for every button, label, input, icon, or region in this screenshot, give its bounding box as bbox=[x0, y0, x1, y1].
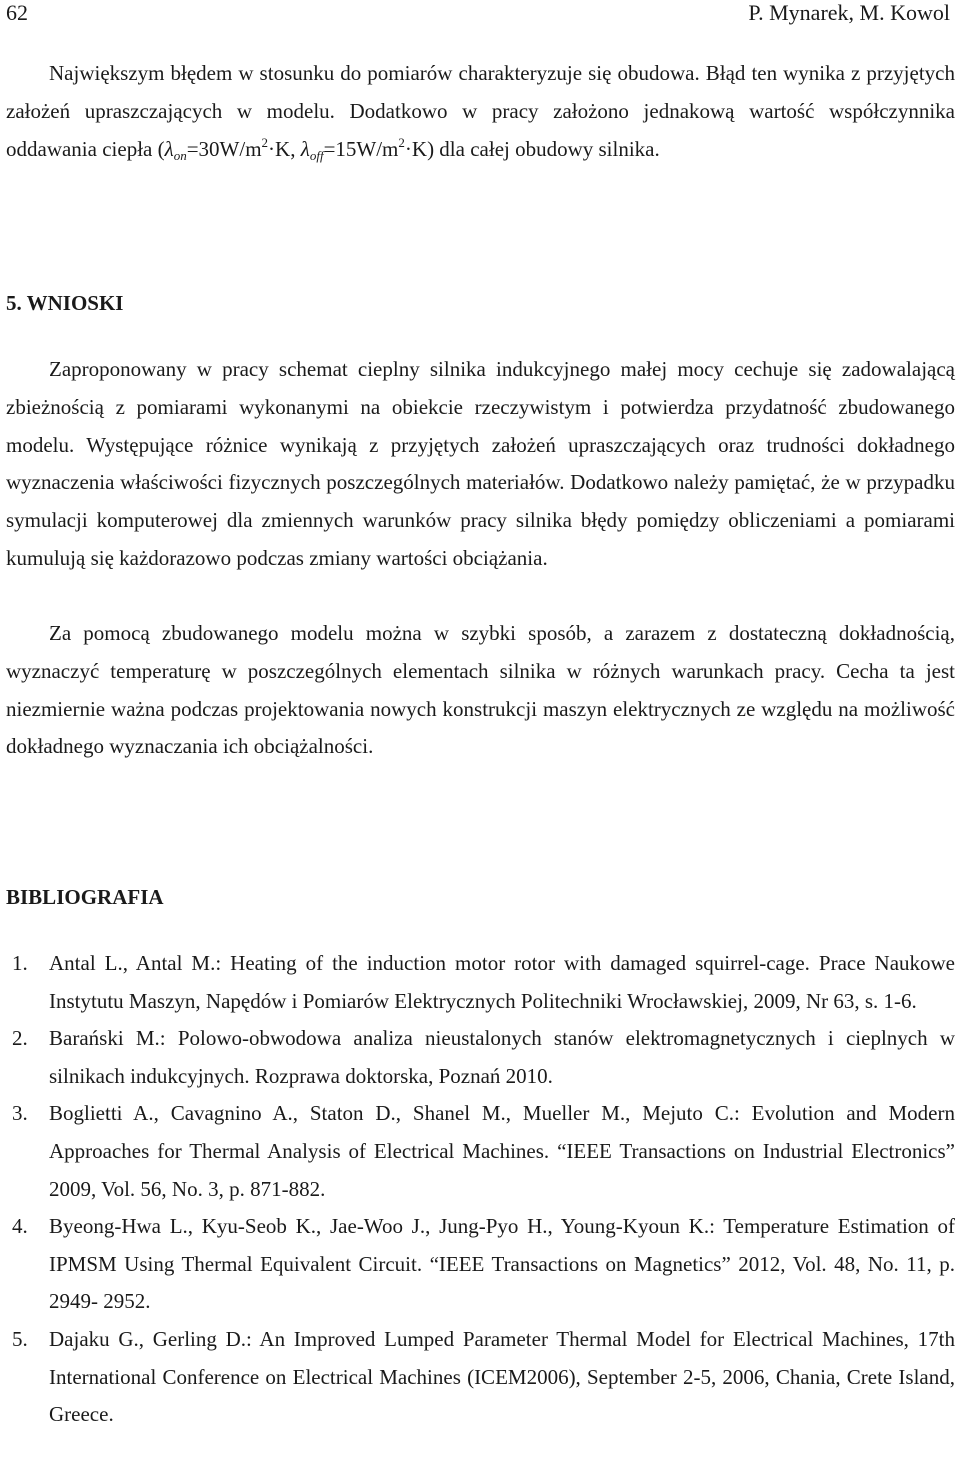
reference-item bbox=[6, 1095, 955, 1208]
exponent: 2 bbox=[261, 134, 269, 150]
running-head-authors: P. Mynarek, M. Kowol bbox=[748, 0, 950, 25]
bibliography-heading: BIBLIOGRAFIA bbox=[6, 885, 164, 909]
exponent: 2 bbox=[398, 134, 405, 150]
page-header bbox=[6, 0, 950, 26]
reference-item bbox=[6, 1208, 955, 1321]
unit-text: ·K, bbox=[268, 136, 301, 161]
bibliography-list bbox=[6, 945, 955, 1434]
reference-text: Barański M.: Polowo-obwodowa analiza nieustalonych stanów elektromagnetycznych i cieplnych w silnikach indukcyjnych. Rozprawa doktorska, Poznań 2010. bbox=[49, 1026, 955, 1088]
intro-text-end: ·K) dla całej obudowy silnika. bbox=[404, 136, 660, 161]
lambda-off-subscript: off bbox=[309, 147, 324, 163]
reference-text: Antal L., Antal M.: Heating of the induction motor rotor with damaged squirrel-cage. Prace Naukowe Instytutu Maszyn, Napędów i Pomiarów Elektrycznych Politechniki Wrocławskiej, 2009, Nr 63, s. 1-6. bbox=[49, 951, 955, 1013]
reference-number: 5. bbox=[12, 1326, 28, 1351]
conclusions-paragraph-1: Zaproponowany w pracy schemat cieplny silnika indukcyjnego małej mocy cechuje się zadowalającą zbieżnością z pomiarami wykonanymi na obiekcie rzeczywistym i potwierdza przydatność zbudowanego modelu. Występujące różnice wynikają z przyjętych założeń upraszczających oraz trudności dokładnego wyznaczenia właściwości fizycznych poszczególnych materiałów. Dodatkowo należy pamiętać, że w przypadku symulacji komputerowej dla zmiennych warunków pracy silnika błędy pomiędzy obliczeniami a pomiarami kumulują się każdorazowo podczas zmiany wartości obciążania. bbox=[6, 357, 955, 570]
reference-number: 3. bbox=[12, 1101, 28, 1126]
reference-text: Byeong-Hwa L., Kyu-Seob K., Jae-Woo J., Jung-Pyo H., Young-Kyoun K.: Temperature Estimation of IPMSM Using Thermal Equivalent Circuit. “IEEE Transactions on Magnetics” 2012, Vol. 48, No. 11, p. 2949- 2952. bbox=[49, 1214, 955, 1314]
reference-text: Dajaku G., Gerling D.: An Improved Lumped Parameter Thermal Model for Electrical Machines, 17th International Conference on Electrical Machines (ICEM2006), September 2-5, 2006, Chania, Crete Island, Greece. bbox=[49, 1326, 955, 1427]
reference-item bbox=[6, 945, 955, 1020]
reference-item bbox=[6, 1020, 955, 1095]
lambda-symbol: λ bbox=[300, 136, 310, 161]
lambda-off-value: =15W/m bbox=[323, 136, 399, 161]
reference-number: 1. bbox=[12, 951, 28, 975]
page-number: 62 bbox=[6, 0, 28, 25]
conclusions-paragraph-2: Za pomocą zbudowanego modelu można w szybki sposób, a zarazem z dostateczną dokładnością, wyznaczyć temperaturę w poszczególnych elementach silnika w różnych warunkach pracy. Cecha ta jest niezmiernie ważna podczas projektowania nowych konstrukcji maszyn elektrycznych ze względu na możliwość dokładnego wyznaczania ich obciążalności. bbox=[6, 621, 955, 759]
reference-text: Boglietti A., Cavagnino A., Staton D., Shanel M., Mueller M., Mejuto C.: Evolution and Modern Approaches for Thermal Analysis of Electrical Machines. “IEEE Transactions on Industrial Electronics” 2009, Vol. 56, No. 3, p. 871-882. bbox=[49, 1101, 955, 1201]
intro-paragraph bbox=[6, 55, 955, 168]
reference-number: 4. bbox=[12, 1214, 28, 1239]
lambda-symbol: λ bbox=[164, 136, 174, 161]
section-heading: 5. WNIOSKI bbox=[6, 291, 124, 315]
reference-item bbox=[6, 1321, 955, 1434]
intro-text: Największym błędem w stosunku do pomiarów charakteryzuje się obudowa. Błąd ten wynika z przyjętych założeń upraszczających w modelu. Dodatkowo w pracy założono jednakową wartość współczynnika oddawania ciepła ( bbox=[6, 61, 955, 161]
lambda-on-value: =30W/m bbox=[186, 136, 262, 161]
reference-number: 2. bbox=[12, 1026, 28, 1051]
lambda-on-subscript: on bbox=[173, 147, 187, 163]
